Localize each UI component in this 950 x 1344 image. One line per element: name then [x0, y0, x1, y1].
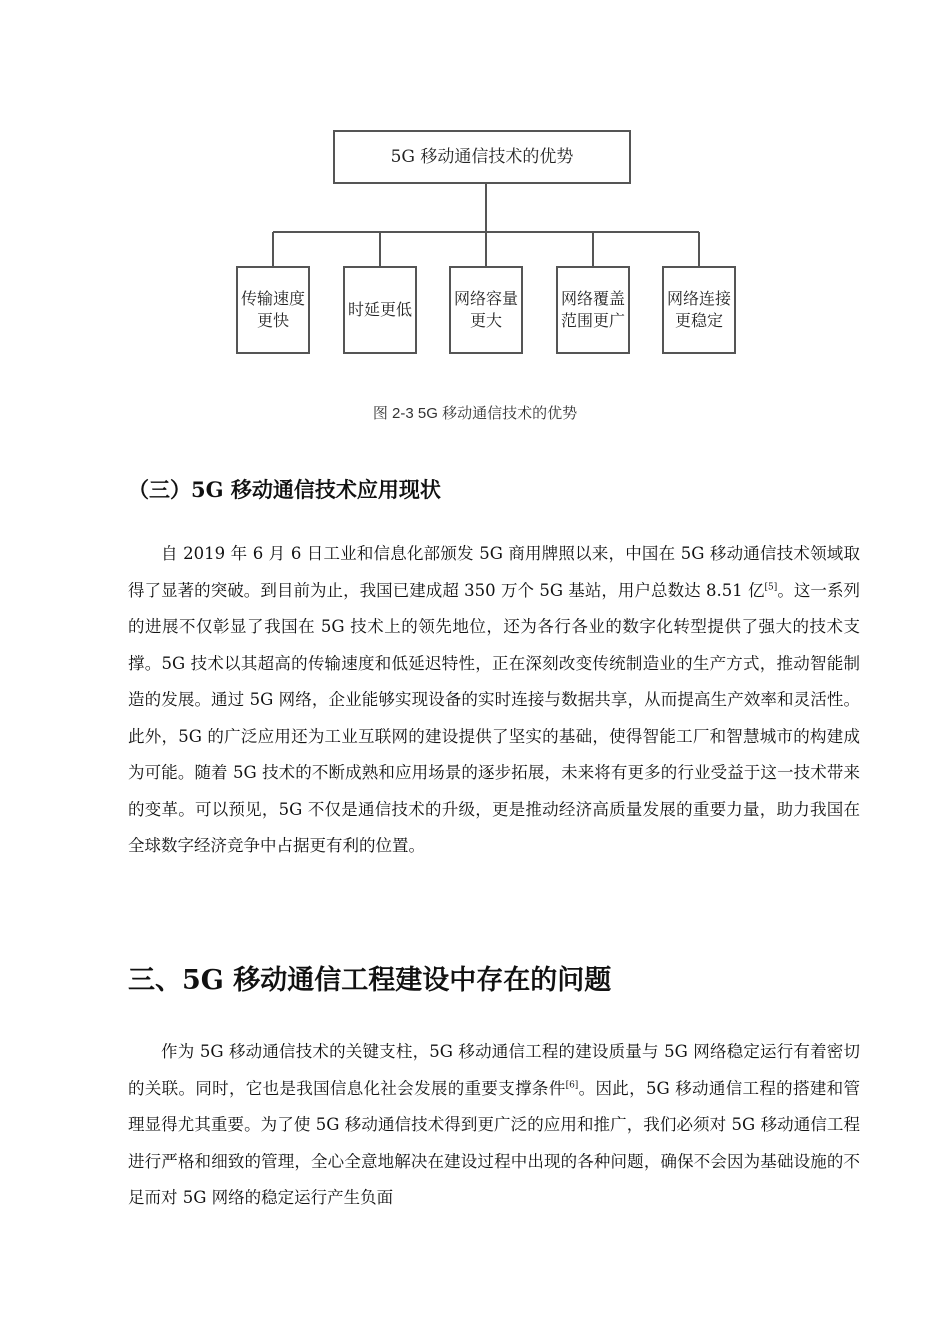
figure-caption: 图 2-3 5G 移动通信技术的优势	[372, 405, 578, 422]
citation-ref: [5]	[764, 582, 778, 592]
paragraph-text-part2: 。因此，5G 移动通信工程的搭建和管理显得尤其重要。为了使 5G 移动通信技术得到更广泛的应用和推广，我们必须对 5G 移动通信工程进行严格和细致的管理，全心全意地解决在建设过程中出现的各种问题，确保不会因为基础设施的不足而对 5G 网络的稳定运行产生负面	[128, 1078, 860, 1207]
diagram-leaf-5: 网络连接更稳定	[662, 266, 736, 354]
diagram-leaf-4: 网络覆盖范围更广	[556, 266, 630, 354]
diagram-root-box: 5G 移动通信技术的优势	[333, 130, 631, 184]
citation-ref: [6]	[565, 1080, 579, 1090]
diagram-leaf-1: 传输速度更快	[236, 266, 310, 354]
diagram-leaf-2: 时延更低	[343, 266, 417, 354]
section-heading: （三）5G 移动通信技术应用现状	[128, 477, 441, 502]
paragraph-text-part2: 。这一系列的进展不仅彰显了我国在 5G 技术上的领先地位，还为各行各业的数字化转型提供了强大的技术支撑。5G 技术以其超高的传输速度和低延迟特性，正在深刻改变传统制造业的生产方式，推动智能制造的发展。通过 5G 网络，企业能够实现设备的实时连接与数据共享，从而提高生产效率和灵活性。此外，5G 的广泛应用还为工业互联网的建设提供了坚实的基础，使得智能工厂和智慧城市的构建成为可能。随着 5G 技术的不断成熟和应用场景的逐步拓展，未来将有更多的行业受益于这一技术带来的变革。可以预见，5G 不仅是通信技术的升级，更是推动经济高质量发展的重要力量，助力我国在全球数字经济竞争中占据更有利的位置。	[128, 580, 861, 855]
paragraph-text-part1: 作为 5G 移动通信技术的关键支柱，5G 移动通信工程的建设质量与 5G 网络稳定运行有着密切的关联。同时，它也是我国信息化社会发展的重要支撑条件	[128, 1042, 860, 1098]
diagram-leaf-3: 网络容量更大	[449, 266, 523, 354]
paragraph-text-part1: 自 2019 年 6 月 6 日工业和信息化部颁发 5G 商用牌照以来，中国在 5G 移动通信技术领域取得了显著的突破。到目前为止，我国已建成超 350 万个 5G 基站，用户总数达 8.51 亿	[128, 544, 860, 600]
chapter-heading: 三、5G 移动通信工程建设中存在的问题	[128, 965, 612, 996]
section-paragraph	[128, 536, 860, 865]
chapter-paragraph	[128, 1034, 860, 1217]
advantages-diagram	[236, 126, 742, 358]
